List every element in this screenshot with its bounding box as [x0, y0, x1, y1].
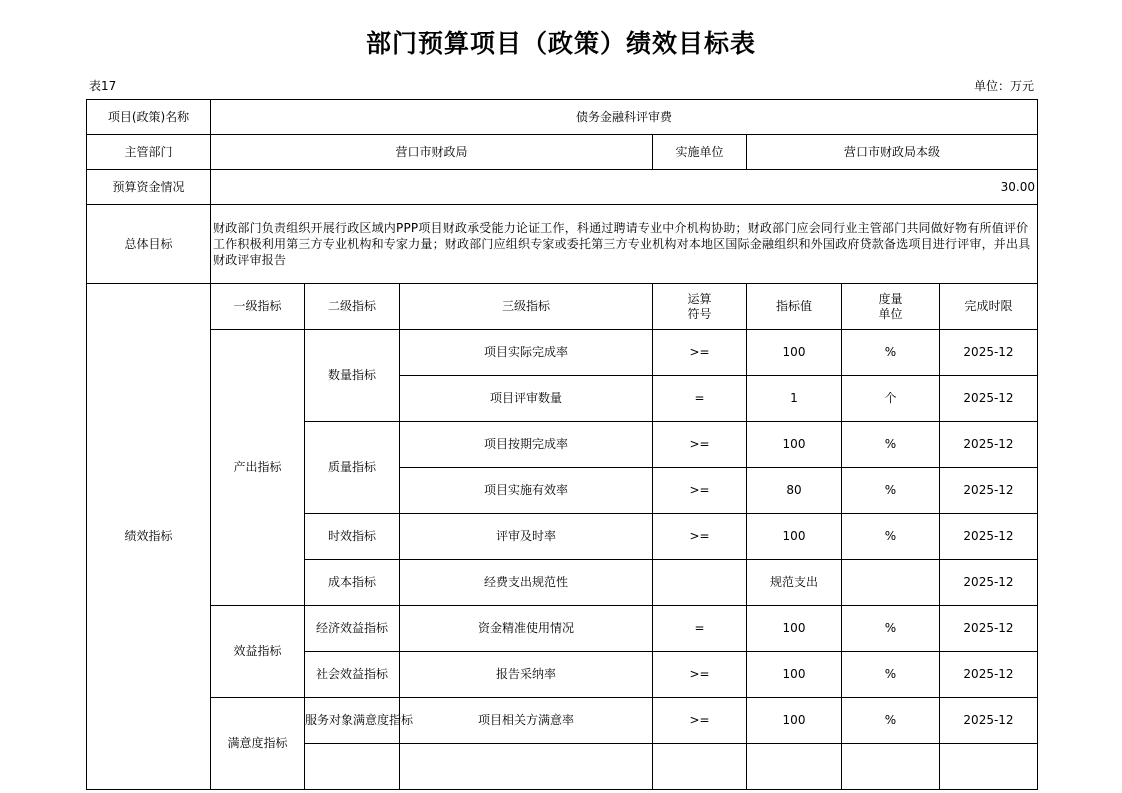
row-name: 项目相关方满意率	[400, 698, 653, 744]
row-name: 项目实施有效率	[400, 468, 653, 514]
header-unit	[842, 284, 940, 330]
row-value: 80	[747, 468, 842, 514]
funds-value: 30.00	[211, 170, 1038, 205]
row-value: 100	[747, 698, 842, 744]
row-deadline: 2025-12	[940, 698, 1038, 744]
project-name-label: 项目(政策)名称	[87, 100, 211, 135]
row-deadline: 2025-12	[940, 606, 1038, 652]
header-row	[87, 284, 1038, 330]
row-deadline: 2025-12	[940, 376, 1038, 422]
row-unit: 个	[842, 376, 940, 422]
row-deadline: 2025-12	[940, 330, 1038, 376]
row-name: 项目按期完成率	[400, 422, 653, 468]
unit-label: 单位：万元	[973, 79, 1034, 93]
header-level2: 二级指标	[305, 284, 400, 330]
dept-value: 营口市财政局	[211, 135, 653, 170]
subgroup-economic: 经济效益指标	[305, 606, 400, 652]
row-operator: >=	[653, 652, 747, 698]
goal-label: 总体目标	[87, 205, 211, 284]
row-value: 100	[747, 514, 842, 560]
header-operator-line2: 符号	[687, 306, 712, 321]
row-unit: %	[842, 422, 940, 468]
row-value: 100	[747, 330, 842, 376]
row-value: 1	[747, 376, 842, 422]
row-name: 资金精准使用情况	[400, 606, 653, 652]
header-deadline: 完成时限	[940, 284, 1038, 330]
row-value: 100	[747, 606, 842, 652]
row-deadline: 2025-12	[940, 468, 1038, 514]
row-unit: %	[842, 330, 940, 376]
row-unit	[842, 560, 940, 606]
header-operator-line1: 运算	[687, 291, 712, 306]
performance-table	[86, 99, 1037, 750]
row-operator: >=	[653, 422, 747, 468]
perf-indicator-label: 绩效指标	[87, 284, 211, 790]
row-value: 100	[747, 422, 842, 468]
row-deadline: 2025-12	[940, 560, 1038, 606]
table-number: 表17	[89, 79, 117, 93]
row-unit: %	[842, 514, 940, 560]
header-unit-line2: 单位	[878, 306, 903, 321]
group-benefit: 效益指标	[211, 606, 305, 698]
table-row	[87, 330, 1038, 376]
row-unit: %	[842, 652, 940, 698]
dept-label: 主管部门	[87, 135, 211, 170]
group-output: 产出指标	[211, 330, 305, 606]
table-row	[87, 698, 1038, 744]
funds-label: 预算资金情况	[87, 170, 211, 205]
department-row	[87, 135, 1038, 170]
subgroup-quality: 质量指标	[305, 422, 400, 514]
header-value: 指标值	[747, 284, 842, 330]
row-deadline: 2025-12	[940, 652, 1038, 698]
impl-label: 实施单位	[653, 135, 747, 170]
goal-row	[87, 205, 1038, 284]
row-name: 评审及时率	[400, 514, 653, 560]
subgroup-cost: 成本指标	[305, 560, 400, 606]
row-unit: %	[842, 698, 940, 744]
row-name: 项目实际完成率	[400, 330, 653, 376]
row-name: 经费支出规范性	[400, 560, 653, 606]
funds-row	[87, 170, 1038, 205]
subgroup-social: 社会效益指标	[305, 652, 400, 698]
group-satisfaction: 满意度指标	[211, 698, 305, 790]
row-name: 报告采纳率	[400, 652, 653, 698]
row-deadline: 2025-12	[940, 514, 1038, 560]
row-name: 项目评审数量	[400, 376, 653, 422]
project-name-row	[87, 100, 1038, 135]
row-operator: >=	[653, 698, 747, 744]
table-row	[87, 606, 1038, 652]
header-unit-line1: 度量	[878, 291, 903, 306]
row-operator: >=	[653, 514, 747, 560]
header-level1: 一级指标	[211, 284, 305, 330]
row-operator: >=	[653, 468, 747, 514]
subgroup-quantity: 数量指标	[305, 330, 400, 422]
row-deadline: 2025-12	[940, 422, 1038, 468]
subgroup-timeliness: 时效指标	[305, 514, 400, 560]
row-operator: =	[653, 606, 747, 652]
row-operator: =	[653, 376, 747, 422]
row-unit: %	[842, 606, 940, 652]
impl-value: 营口市财政局本级	[747, 135, 1038, 170]
row-operator: >=	[653, 330, 747, 376]
row-unit: %	[842, 468, 940, 514]
header-level3: 三级指标	[400, 284, 653, 330]
row-operator	[653, 560, 747, 606]
goal-text: 财政部门负责组织开展行政区域内PPP项目财政承受能力论证工作，科通过聘请专业中介机构协助；财政部门应会同行业主管部门共同做好物有所值评价工作积极利用第三方专业机构和专家力量；财政部门应组织专家或委托第三方专业机构对本地区国际金融组织和外国政府贷款备选项目进行评审，并出具财政评审报告	[211, 205, 1038, 284]
page-title: 部门预算项目（政策）绩效目标表	[365, 29, 756, 58]
project-name-value: 债务金融科评审费	[211, 100, 1038, 135]
subgroup-service: 服务对象满意度指标	[305, 698, 400, 744]
row-value: 规范支出	[747, 560, 842, 606]
header-operator	[653, 284, 747, 330]
row-value: 100	[747, 652, 842, 698]
